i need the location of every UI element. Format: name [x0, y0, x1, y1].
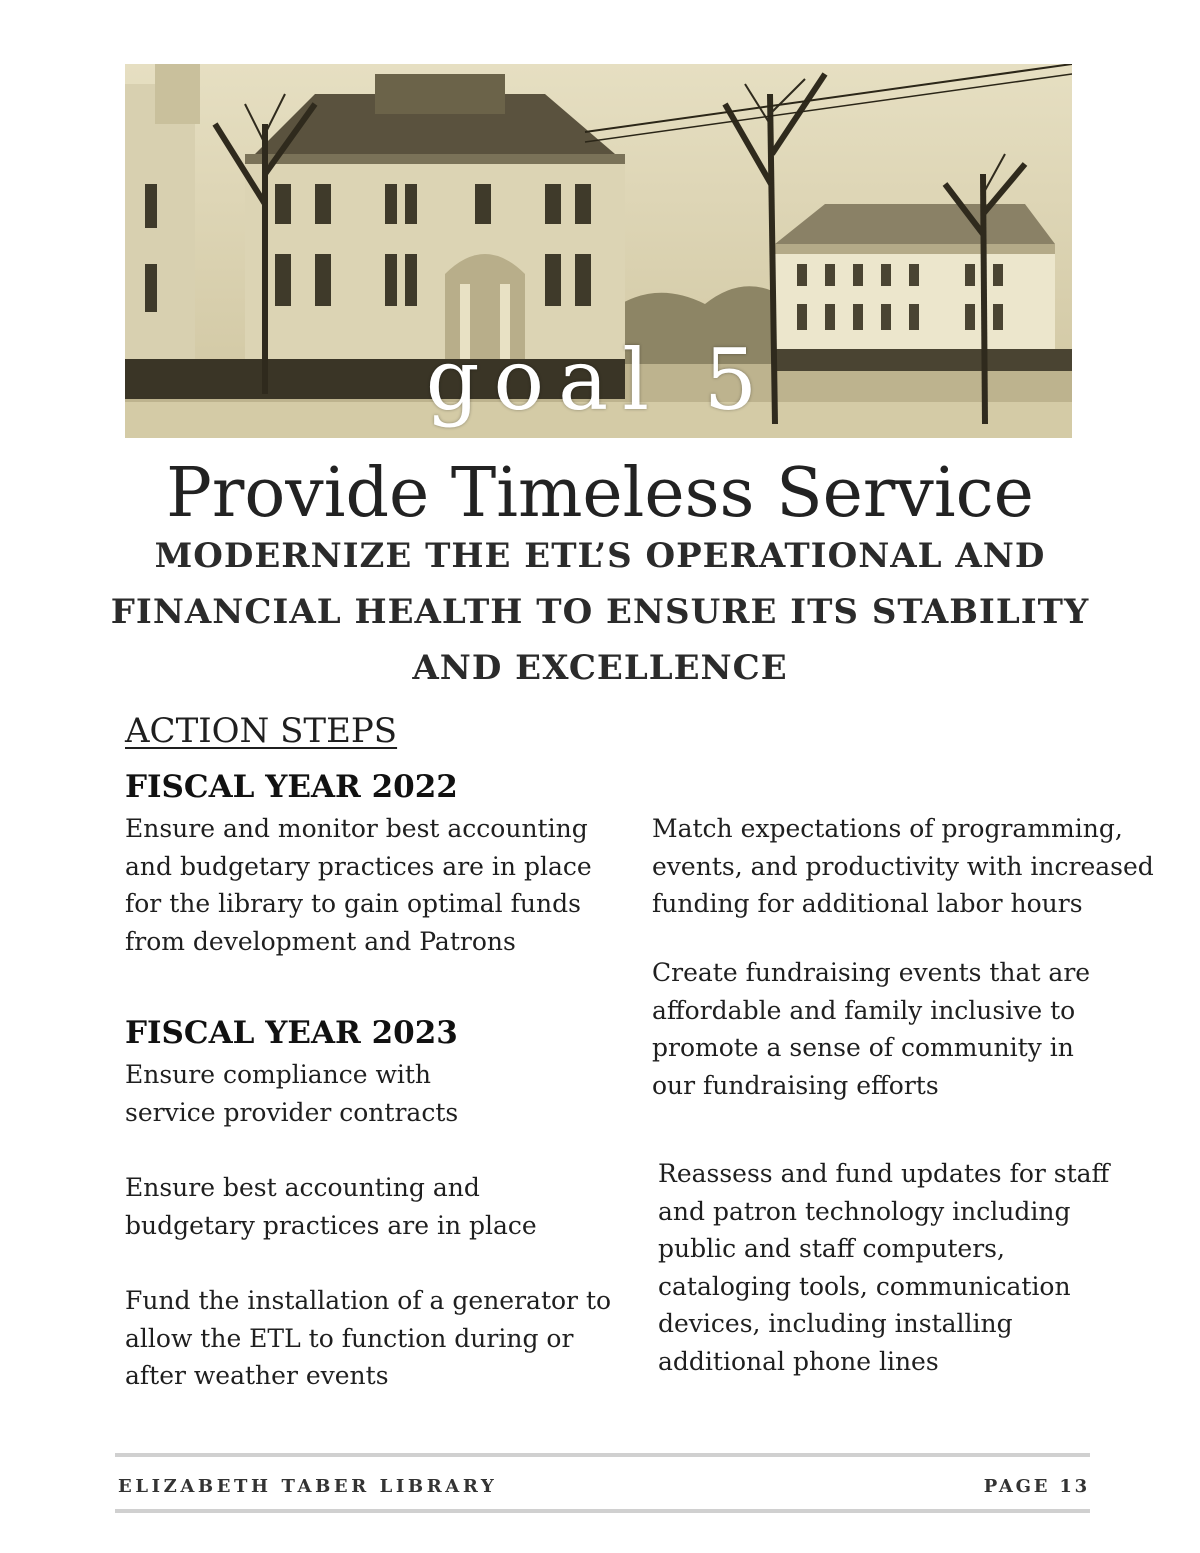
- footer-page-number: PAGE 13: [983, 1476, 1090, 1497]
- footer-library-name: ELIZABETH TABER LIBRARY: [118, 1476, 498, 1497]
- fy2023-action-item: Ensure compliance with service provider contracts: [125, 1060, 459, 1127]
- fy2022-action-item: Ensure and monitor best accounting and budgetary practices are in place for the library to gain optimal funds from development and Patrons: [125, 814, 592, 956]
- fiscal-year-2023-heading: FISCAL YEAR 2023: [125, 1015, 458, 1051]
- page-title: Provide Timeless Service: [166, 454, 1034, 533]
- fiscal-year-2022-heading: FISCAL YEAR 2022: [125, 769, 458, 805]
- right-column-action-item: Reassess and fund updates for staff and patron technology including public and staff computers, cataloging tools, communication devices, including installing additional phone lines: [658, 1159, 1110, 1376]
- fy2023-action-item: Ensure best accounting and budgetary practices are in place: [125, 1173, 537, 1240]
- action-steps-heading: ACTION STEPS: [125, 711, 398, 751]
- goal-subtitle: MODERNIZE THE ETL’S OPERATIONAL AND FINANCIAL HEALTH TO ENSURE ITS STABILITY AND EXCELLENCE: [110, 536, 1090, 688]
- goal-label: goal 5: [425, 331, 772, 429]
- right-column-action-item: Match expectations of programming, events, and productivity with increased funding for additional labor hours: [652, 814, 1154, 918]
- footer-divider-bottom: [115, 1509, 1090, 1513]
- footer-divider-top: [115, 1453, 1090, 1457]
- right-column-action-item: Create fundraising events that are affordable and family inclusive to promote a sense of community in our fundraising efforts: [652, 958, 1091, 1100]
- fy2023-action-item: Fund the installation of a generator to allow the ETL to function during or after weather events: [125, 1286, 612, 1390]
